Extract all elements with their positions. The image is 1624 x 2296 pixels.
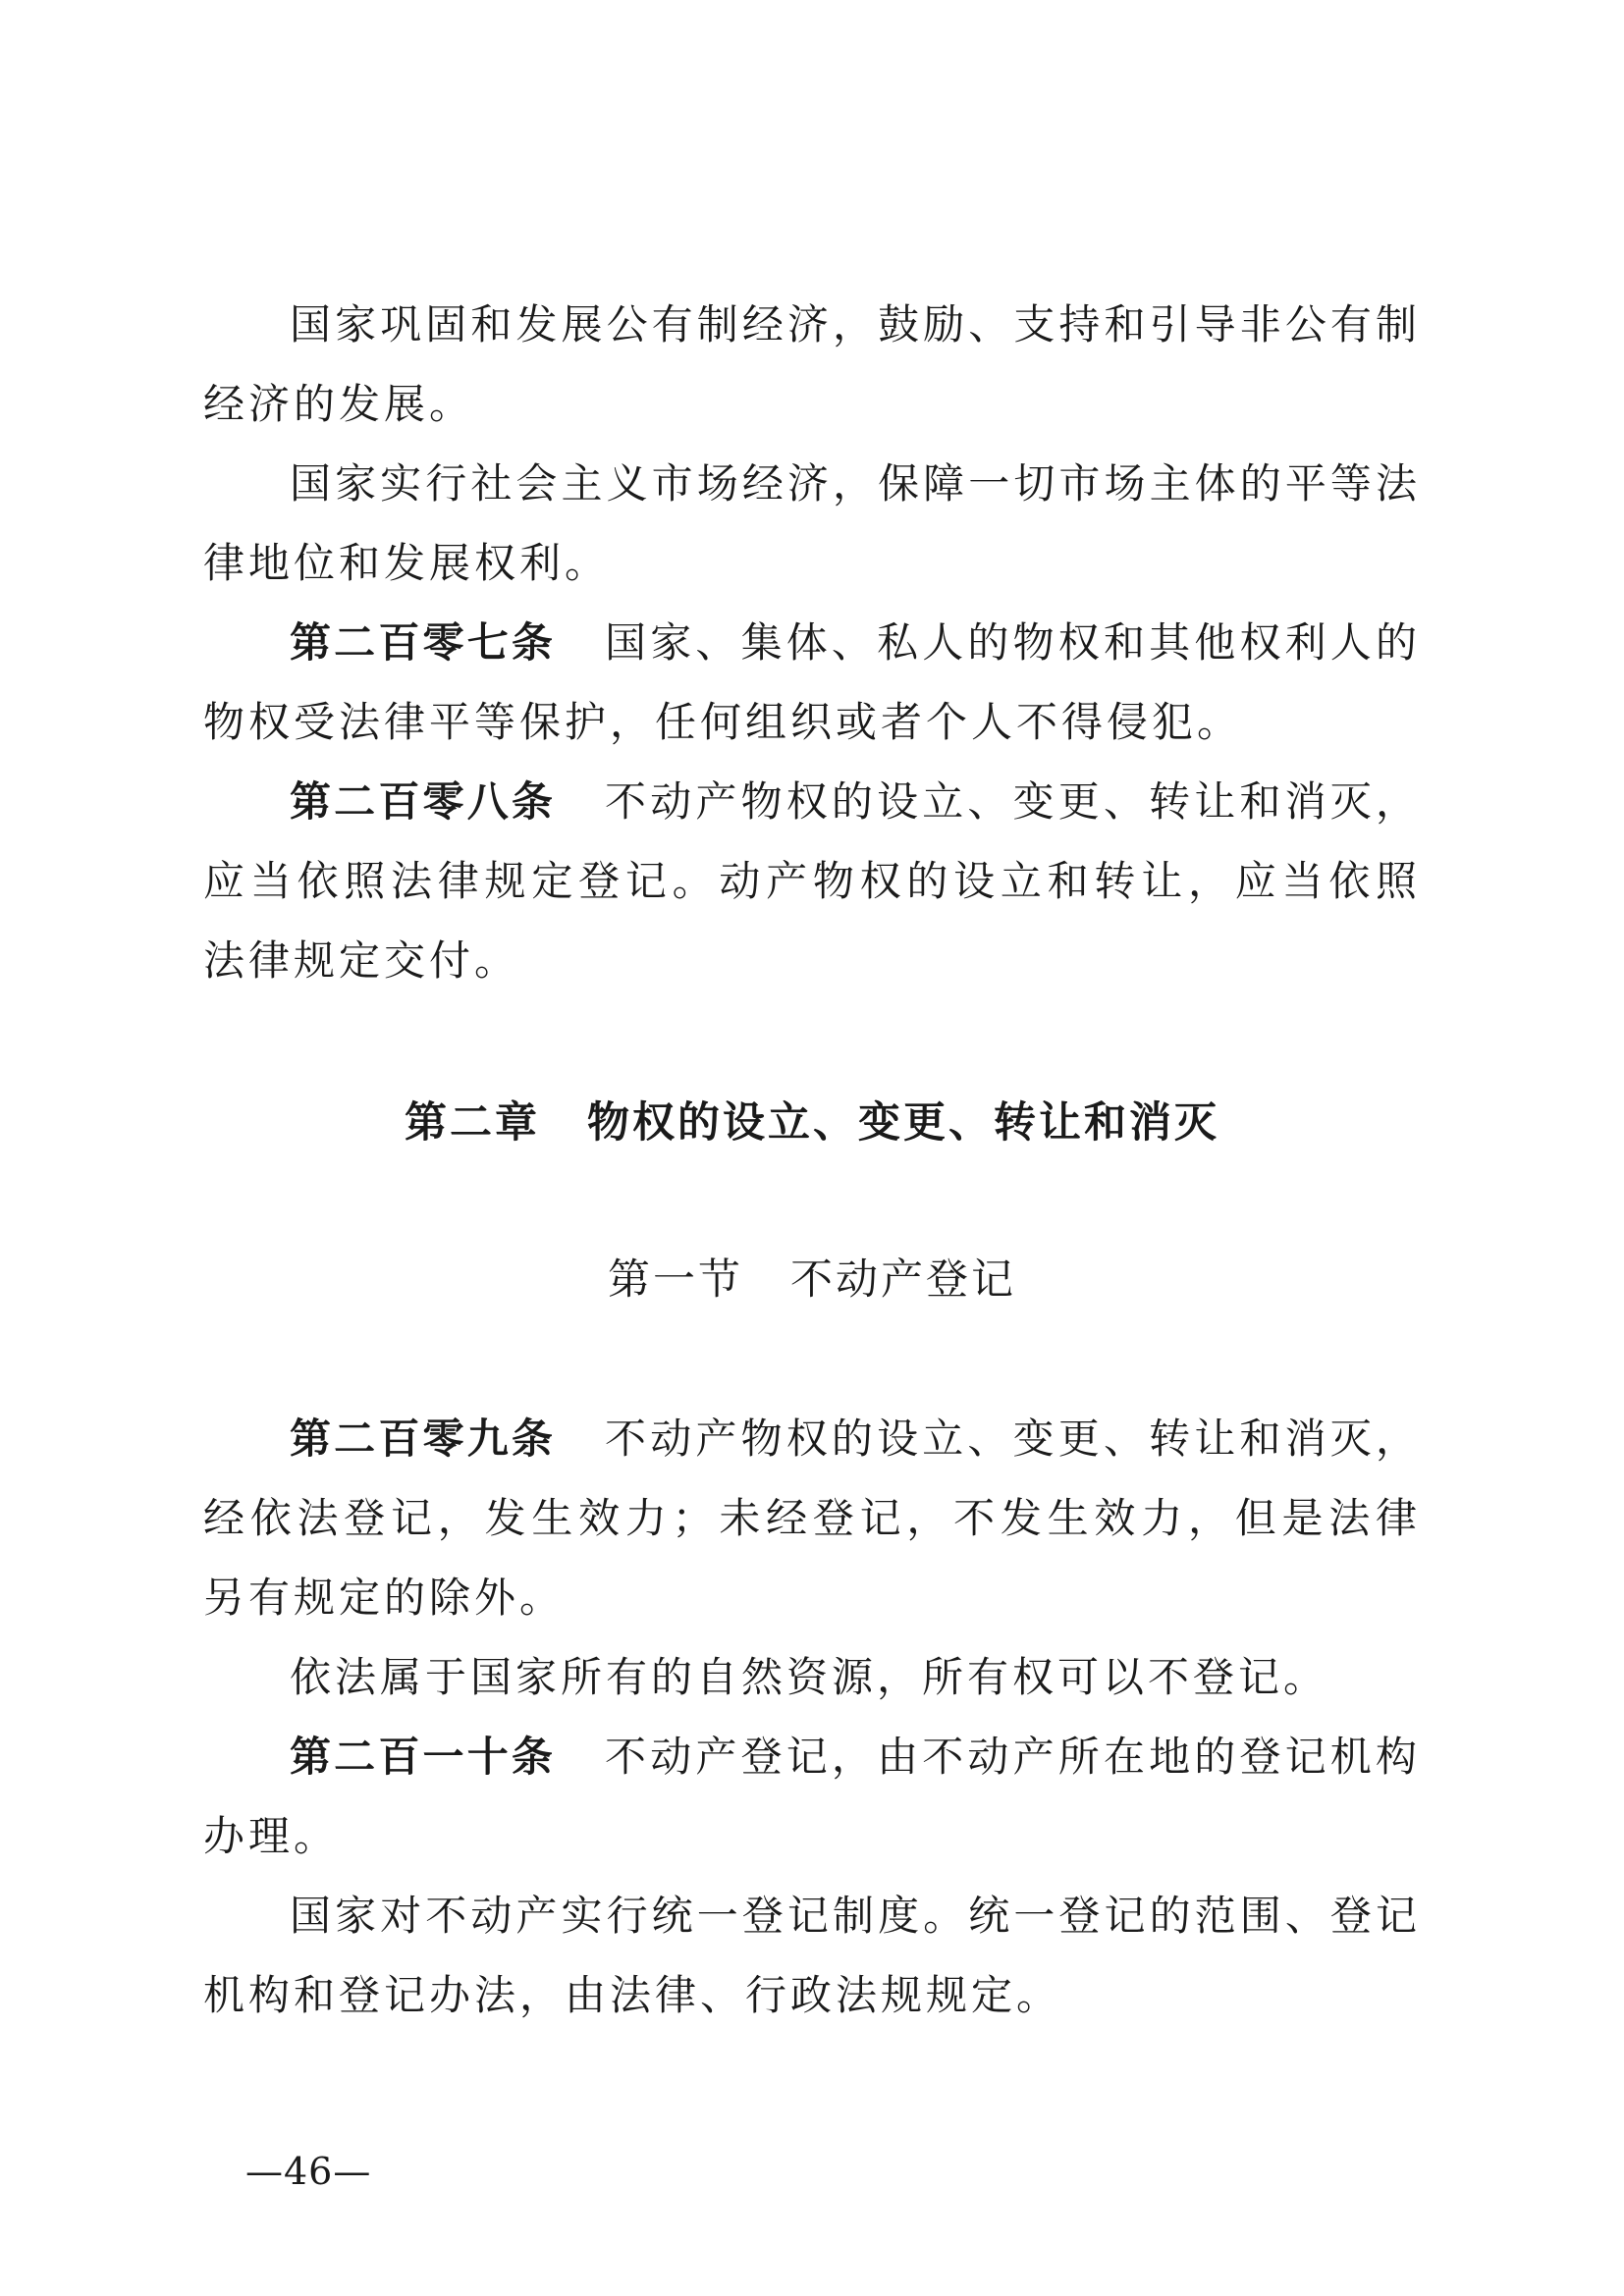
article-207 (203, 603, 1421, 762)
paragraph-2 (203, 444, 1421, 603)
article-209 (203, 1399, 1421, 1637)
article-number: 第二百零八条 (290, 777, 557, 826)
article-number: 第二百一十条 (290, 1733, 557, 1781)
chapter-title: 物权的设立、变更、转让和消灭 (587, 1098, 1219, 1148)
paragraph-text: 国家对不动产实行统一登记制度。统一登记的范围、登记机构和登记办法，由法律、行政法规规定。 (203, 1892, 1421, 2019)
section-number: 第一节 (608, 1255, 743, 1305)
paragraph-text: 国家实行社会主义市场经济，保障一切市场主体的平等法律地位和发展权利。 (203, 459, 1421, 587)
upper-body-text (203, 285, 1421, 1000)
article-210 (203, 1717, 1421, 1876)
paragraph-text: 国家巩固和发展公有制经济，鼓励、支持和引导非公有制经济的发展。 (203, 300, 1421, 428)
article-number: 第二百零七条 (290, 618, 557, 667)
article-208 (203, 762, 1421, 1000)
paragraph-natural-resources (203, 1637, 1421, 1717)
paragraph-text: 依法属于国家所有的自然资源，所有权可以不登记。 (290, 1653, 1329, 1701)
chapter-heading (0, 1090, 1624, 1149)
page-number: —46— (245, 2150, 372, 2193)
paragraph-unified-registration (203, 1876, 1421, 2035)
article-text: 不动产物权的设立、变更、转让和消灭，应当依照法律规定登记。动产物权的设立和转让，应当依照法律规定交付。 (203, 777, 1421, 985)
paragraph-1 (203, 285, 1421, 444)
article-text: 不动产物权的设立、变更、转让和消灭，经依法登记，发生效力；未经登记，不发生效力，但是法律另有规定的除外。 (203, 1415, 1421, 1622)
lower-body-text (203, 1399, 1421, 2035)
section-heading (0, 1247, 1624, 1307)
article-text: 国家、集体、私人的物权和其他权利人的物权受法律平等保护，任何组织或者个人不得侵犯。 (203, 618, 1421, 746)
article-text: 不动产登记，由不动产所在地的登记机构办理。 (203, 1733, 1421, 1860)
chapter-number: 第二章 (405, 1098, 540, 1148)
section-title: 不动产登记 (790, 1255, 1016, 1305)
article-number: 第二百零九条 (290, 1415, 557, 1463)
